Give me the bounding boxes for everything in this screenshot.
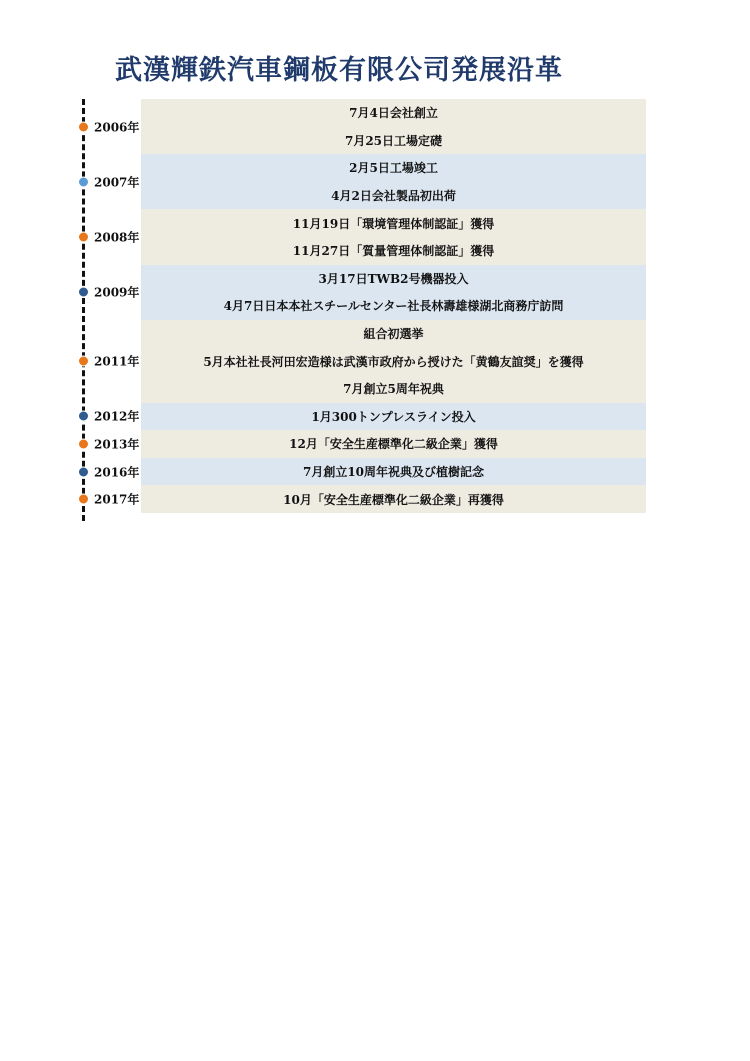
event-item: 7月4日会社創立 xyxy=(349,106,438,121)
event-item: 10月「安全生産標準化二級企業」再獲得 xyxy=(283,492,504,507)
event-list xyxy=(141,209,646,264)
event-item: 4月2日会社製品初出荷 xyxy=(331,189,456,204)
event-item: 3月17日TWB2号機器投入 xyxy=(318,271,469,286)
event-item: 12月「安全生産標準化二級企業」獲得 xyxy=(289,437,498,452)
event-item: 2月5日工場竣工 xyxy=(349,161,438,176)
year-cell xyxy=(78,99,141,154)
year-label: 2008年 xyxy=(94,230,140,245)
year-label: 2006年 xyxy=(94,120,140,135)
timeline-dot-icon xyxy=(78,176,89,187)
event-item: 11月27日「質量管理体制認証」獲得 xyxy=(292,244,495,259)
timeline-dot-icon xyxy=(78,411,89,422)
event-item: 組合初選挙 xyxy=(363,327,424,342)
year-marker xyxy=(78,408,139,425)
timeline-dot-icon xyxy=(78,287,89,298)
event-item: 4月7日日本本社スチールセンター社長林壽雄様湖北商務庁訪問 xyxy=(223,299,564,314)
year-label: 2007年 xyxy=(94,175,140,190)
timeline-group xyxy=(78,99,646,154)
year-cell xyxy=(78,485,141,513)
event-item: 7月創立10周年祝典及び植樹記念 xyxy=(302,465,485,480)
year-label: 2016年 xyxy=(94,465,140,480)
event-list xyxy=(141,265,646,320)
year-cell xyxy=(78,403,141,431)
year-cell xyxy=(78,320,141,403)
event-item: 11月19日「環境管理体制認証」獲得 xyxy=(292,216,495,231)
event-list xyxy=(141,154,646,209)
timeline-dot-icon xyxy=(78,494,89,505)
event-list xyxy=(141,430,646,458)
year-cell xyxy=(78,458,141,486)
history-timeline xyxy=(78,99,646,513)
page-title: 武漢輝鉄汽車鋼板有限公司発展沿革 xyxy=(115,55,563,86)
timeline-group xyxy=(78,209,646,264)
year-marker xyxy=(78,284,139,301)
event-item: 7月25日工場定礎 xyxy=(344,133,443,148)
year-cell xyxy=(78,209,141,264)
year-marker xyxy=(78,435,139,452)
year-marker xyxy=(78,118,139,135)
timeline-group xyxy=(78,458,646,486)
timeline-dot-icon xyxy=(78,121,89,132)
timeline-group xyxy=(78,154,646,209)
event-item: 7月創立5周年祝典 xyxy=(343,382,444,397)
timeline-group xyxy=(78,320,646,403)
event-list xyxy=(141,320,646,403)
year-cell xyxy=(78,154,141,209)
timeline-group xyxy=(78,265,646,320)
year-marker xyxy=(78,491,139,508)
year-label: 2013年 xyxy=(94,437,140,452)
year-label: 2009年 xyxy=(94,285,140,300)
timeline-dot-icon xyxy=(78,438,89,449)
year-label: 2017年 xyxy=(94,492,140,507)
timeline-dot-icon xyxy=(78,466,89,477)
year-marker xyxy=(78,173,139,190)
year-cell xyxy=(78,265,141,320)
event-list xyxy=(141,485,646,513)
year-marker xyxy=(78,353,139,370)
event-list xyxy=(141,458,646,486)
event-list xyxy=(141,99,646,154)
timeline-group xyxy=(78,485,646,513)
year-marker xyxy=(78,228,139,245)
timeline-group xyxy=(78,403,646,431)
event-item: 1月300トンプレスライン投入 xyxy=(311,409,476,424)
year-label: 2011年 xyxy=(94,354,140,369)
event-item: 5月本社社長河田宏造様は武漢市政府から授けた「黄鶴友誼奨」を獲得 xyxy=(203,354,584,369)
year-cell xyxy=(78,430,141,458)
year-label: 2012年 xyxy=(94,409,140,424)
timeline-dot-icon xyxy=(78,356,89,367)
event-list xyxy=(141,403,646,431)
year-marker xyxy=(78,463,139,480)
timeline-group xyxy=(78,430,646,458)
timeline-dot-icon xyxy=(78,231,89,242)
